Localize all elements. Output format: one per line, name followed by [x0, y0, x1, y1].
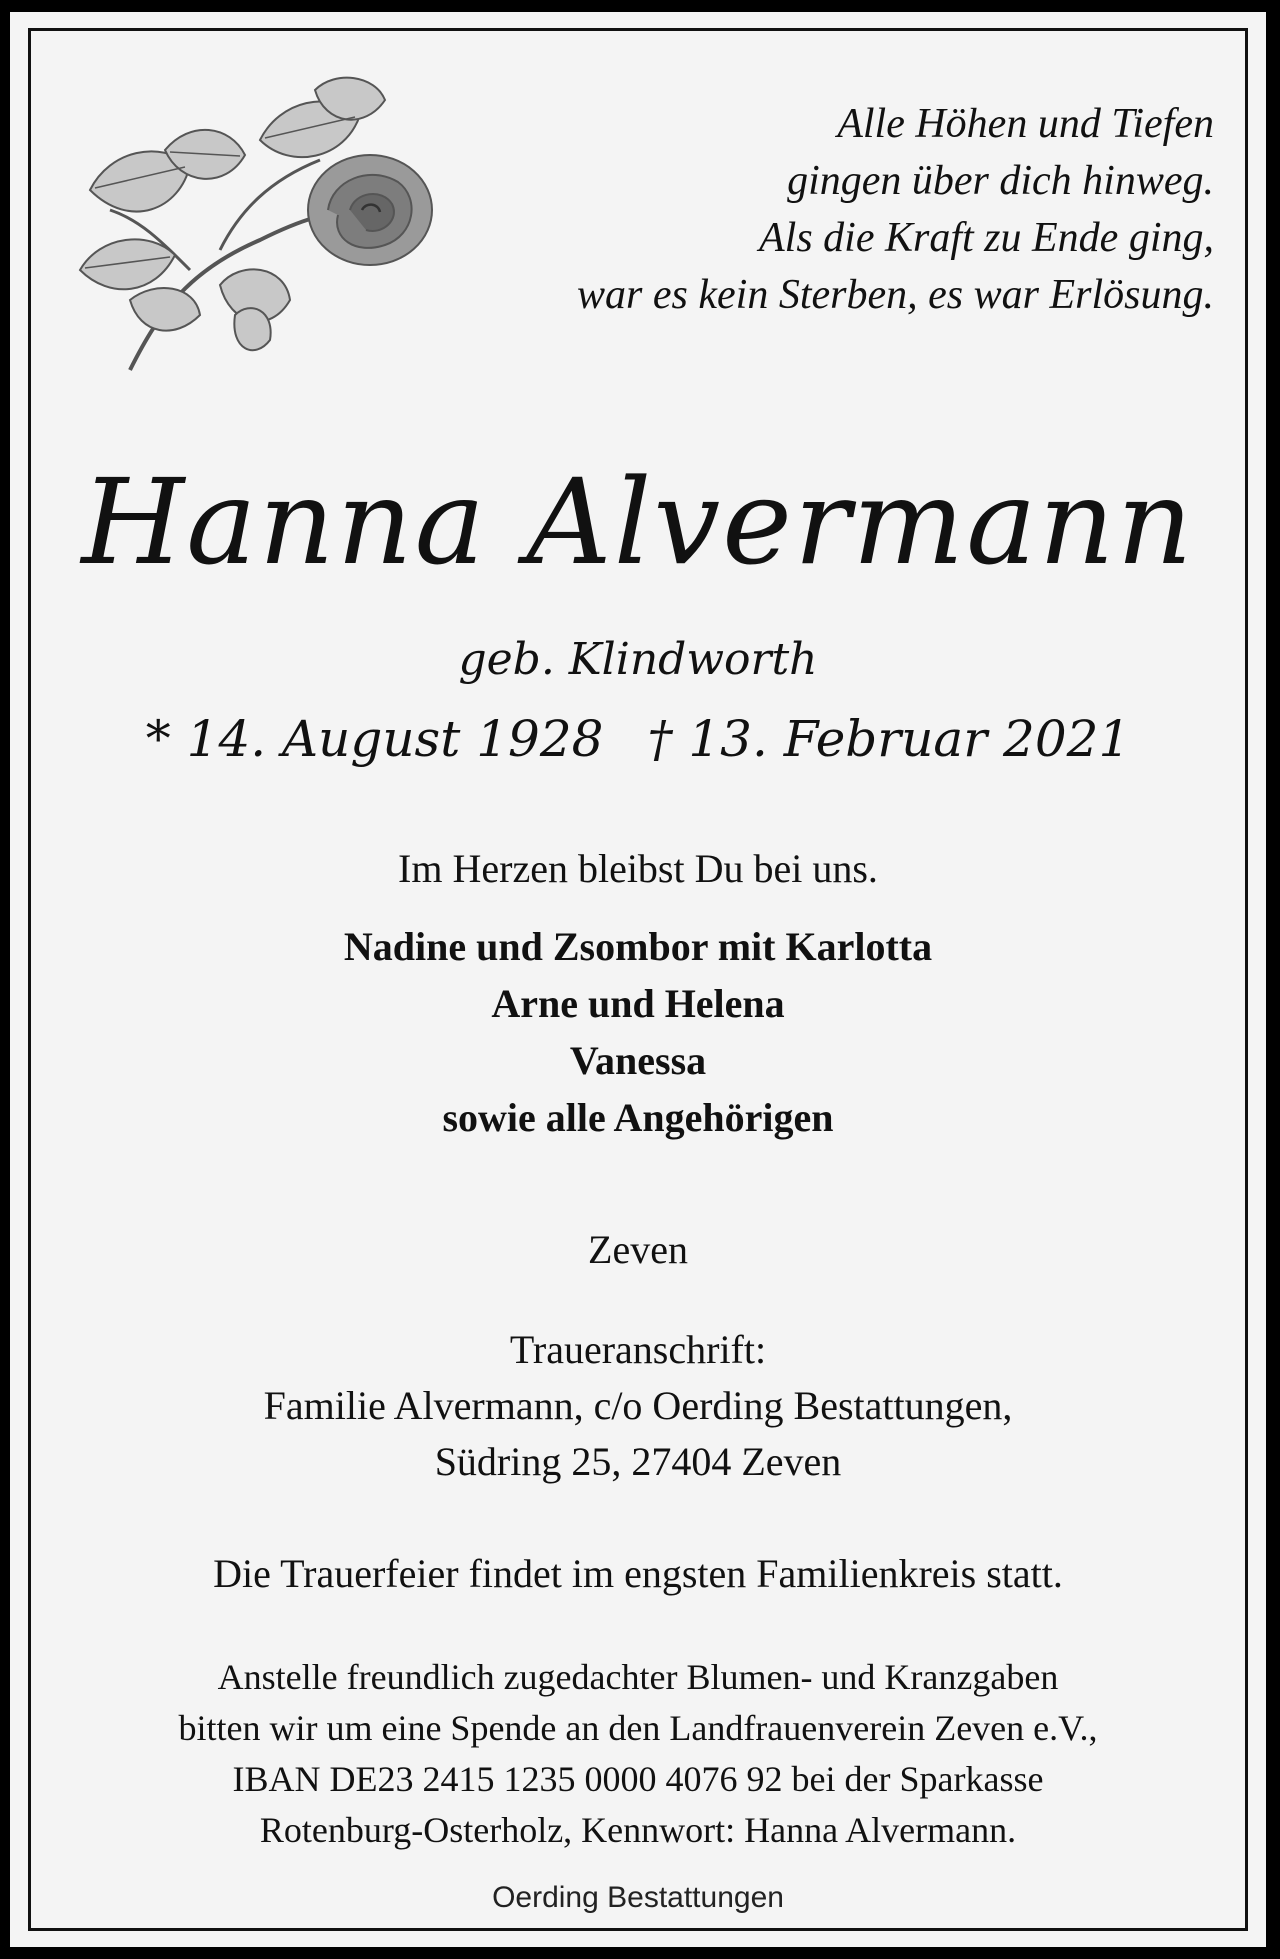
- address-line: Traueranschrift:: [509, 1327, 767, 1372]
- mourners-list: [10, 918, 1266, 1146]
- donation-note: [10, 1652, 1266, 1856]
- life-dates: [10, 706, 1266, 772]
- donation-line: bitten wir um eine Spende an den Landfrauenverein Zeven e.V.,: [178, 1708, 1098, 1748]
- maiden-name: geb. Klindworth: [458, 634, 818, 685]
- poem-line: Als die Kraft zu Ende ging,: [759, 215, 1214, 261]
- donation-line: IBAN DE23 2415 1235 0000 4076 92 bei der Sparkasse: [232, 1759, 1044, 1799]
- poem: [454, 96, 1214, 324]
- mourning-address: [10, 1322, 1266, 1490]
- mourner-line: Arne und Helena: [491, 981, 785, 1026]
- address-line: Familie Alvermann, c/o Oerding Bestattungen,: [263, 1383, 1013, 1428]
- mourner-line: sowie alle Angehörigen: [442, 1095, 834, 1140]
- donation-line: Anstelle freundlich zugedachter Blumen- und Kranzgaben: [217, 1657, 1059, 1697]
- poem-line: gingen über dich hinweg.: [787, 158, 1214, 204]
- memory-line: Im Herzen bleibst Du bei uns.: [398, 846, 878, 891]
- rose-icon: [70, 70, 450, 390]
- undertaker-name: Oerding Bestattungen: [492, 1881, 784, 1914]
- address-line: Südring 25, 27404 Zeven: [434, 1439, 842, 1484]
- birth-date: * 14. August 1928: [145, 710, 604, 768]
- city: Zeven: [588, 1227, 688, 1272]
- obituary-page: [10, 12, 1266, 1947]
- death-date: † 13. Februar 2021: [647, 710, 1131, 768]
- mourner-line: Vanessa: [569, 1038, 707, 1083]
- donation-line: Rotenburg-Osterholz, Kennwort: Hanna Alvermann.: [259, 1810, 1017, 1850]
- mourner-line: Nadine und Zsombor mit Karlotta: [343, 924, 933, 969]
- deceased-name: Hanna Alvermann: [81, 453, 1195, 591]
- poem-line: Alle Höhen und Tiefen: [837, 101, 1214, 147]
- poem-line: war es kein Sterben, es war Erlösung.: [577, 272, 1214, 318]
- ceremony-note: Die Trauerfeier findet im engsten Familienkreis statt.: [213, 1551, 1063, 1596]
